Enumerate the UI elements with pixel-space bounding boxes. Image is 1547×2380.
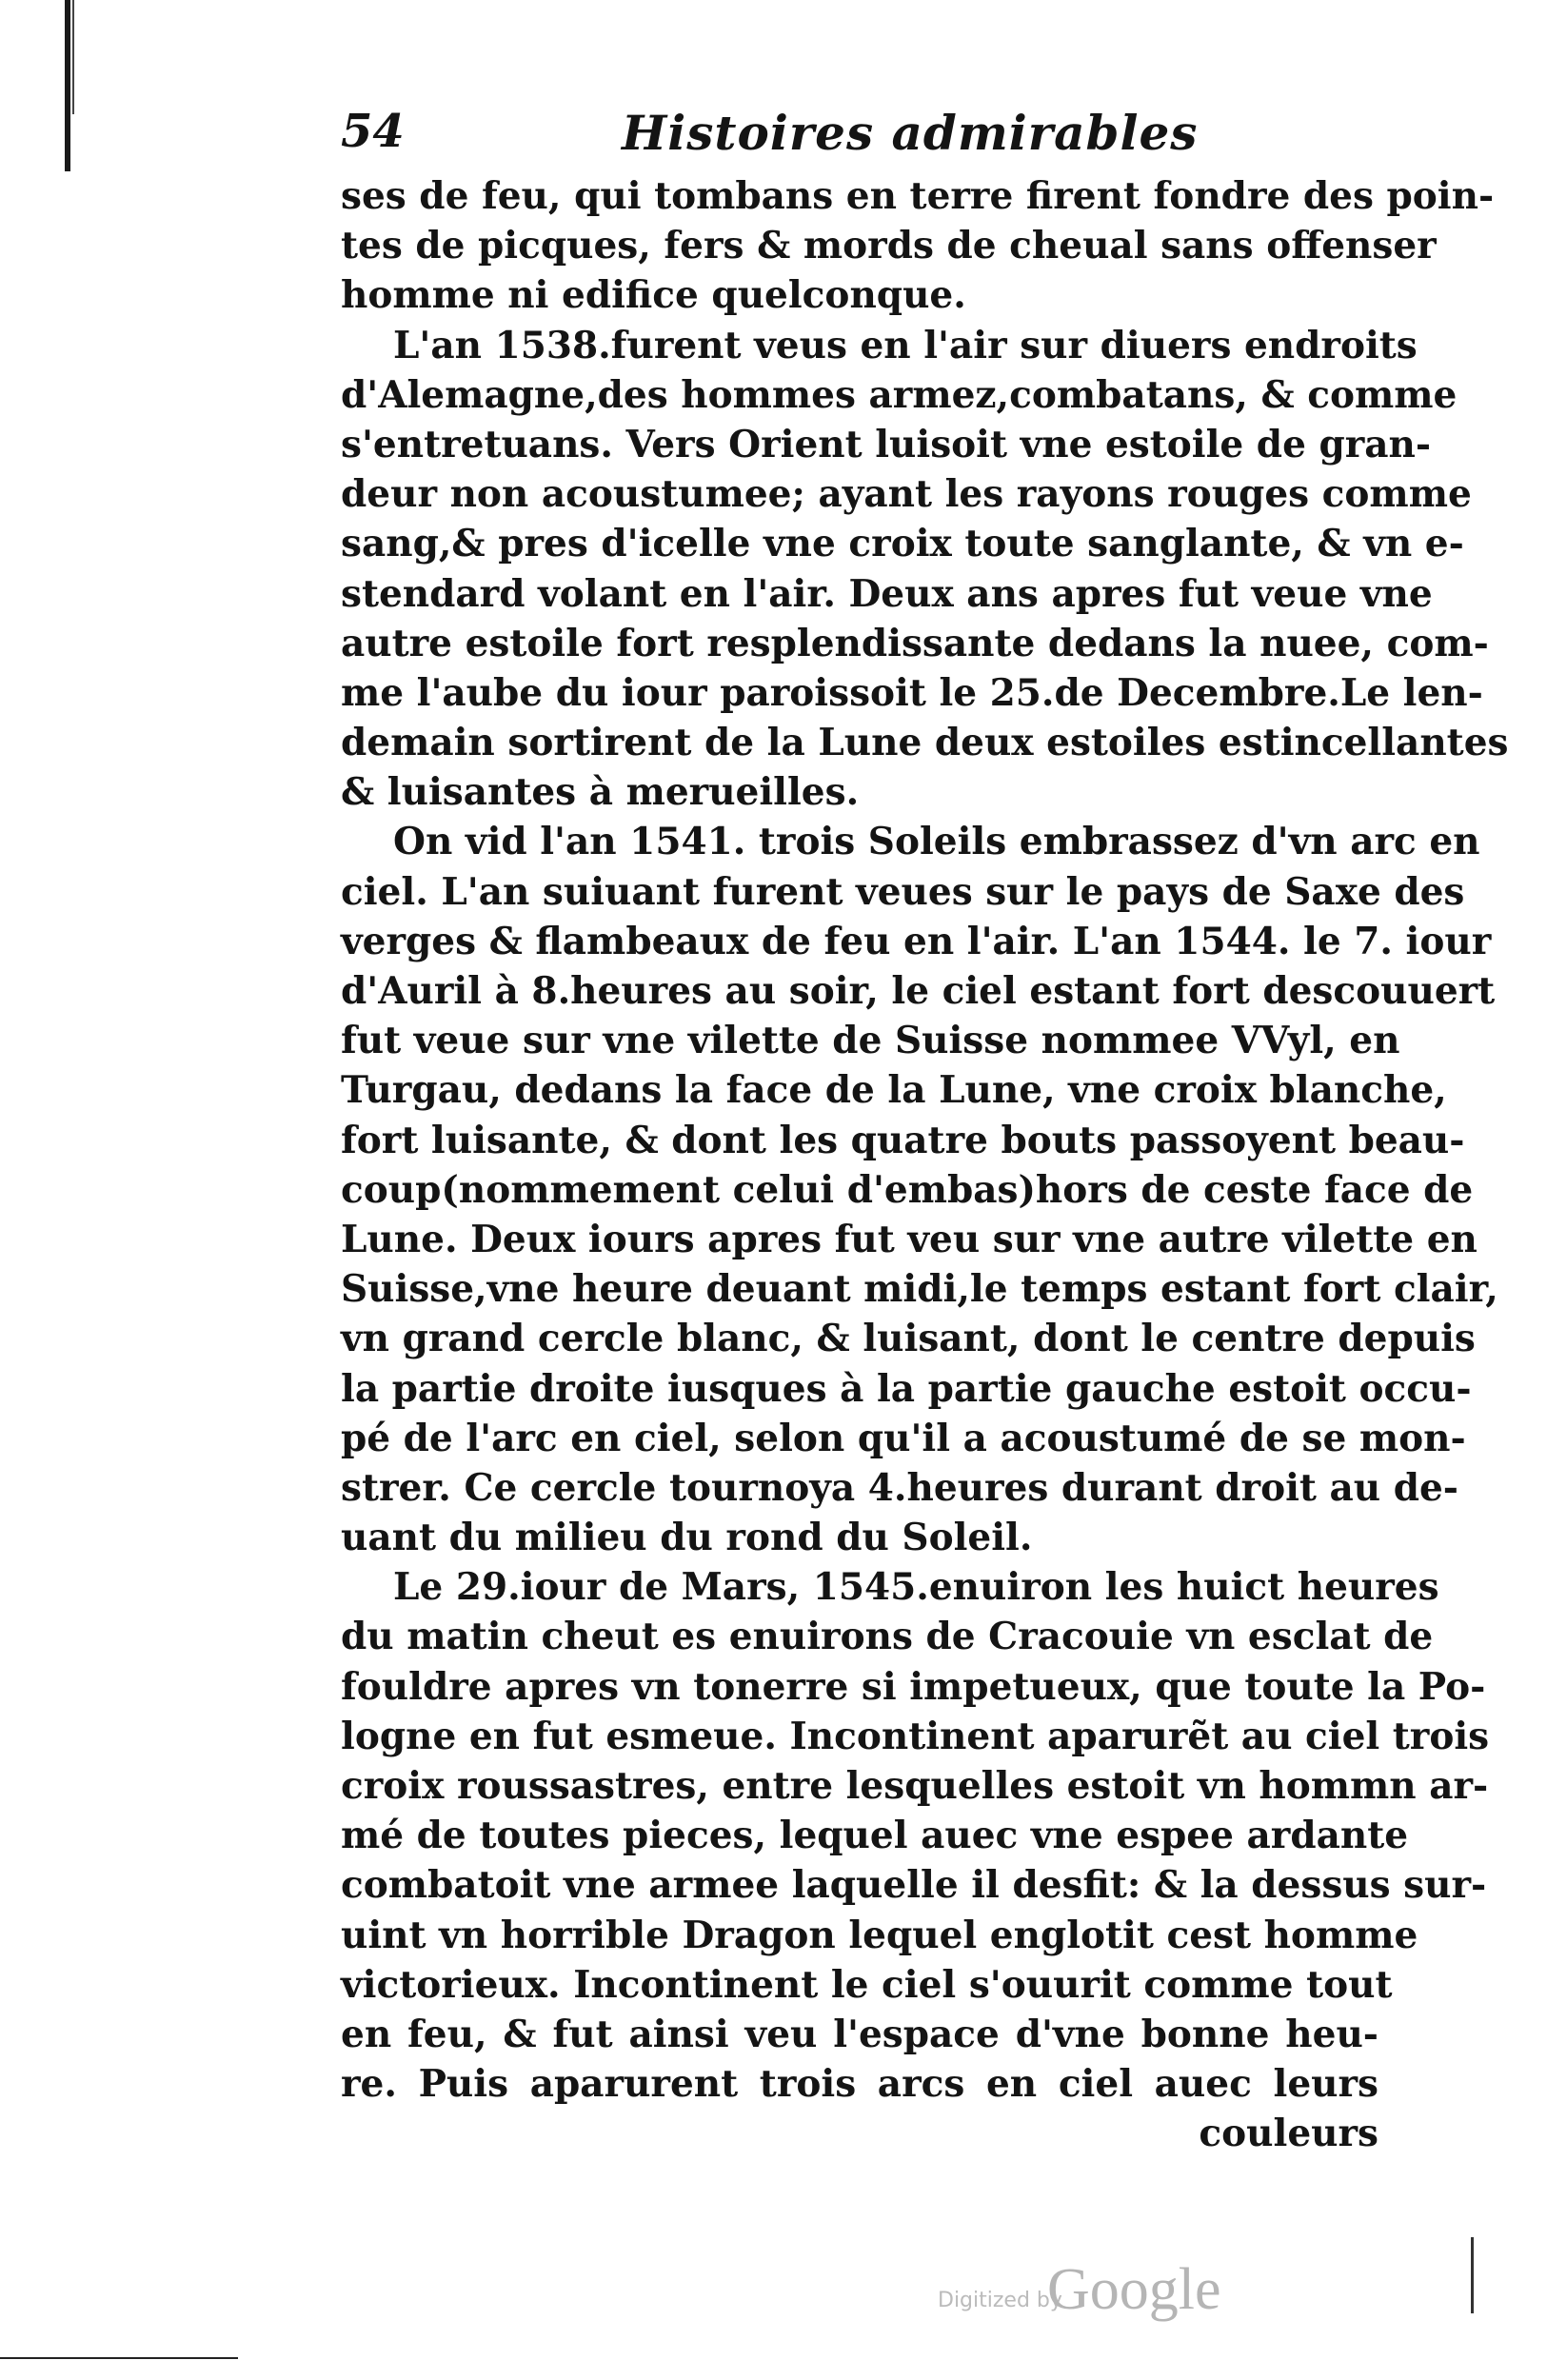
page-header — [341, 105, 1378, 171]
text-line: fouldre apres vn tonerre si impetueux, que toute la Po- — [341, 1664, 1486, 1709]
text-line: uint vn horrible Dragon lequel englotit cest homme — [341, 1913, 1418, 1957]
text-line: L'an 1538.furent veus en l'air sur diuers endroits — [393, 323, 1418, 367]
text-line: On vid l'an 1541. trois Soleils embrassez d'vn arc en — [393, 820, 1480, 864]
text-line: logne en fut esmeue. Incontinent aparurẽt au ciel trois — [341, 1714, 1490, 1758]
text-line: demain sortirent de la Lune deux estoiles estincellantes — [341, 721, 1509, 765]
page-gutter-shadow — [72, 0, 74, 114]
text-line: Lune. Deux iours apres fut veu sur vne autre vilette en — [341, 1217, 1478, 1261]
text-line: mé de toutes pieces, lequel auec vne espee ardante — [341, 1814, 1409, 1858]
text-line: ses de feu, qui tombans en terre firent fondre des poin- — [341, 174, 1495, 218]
text-line: combatoit vne armee laquelle il desfit: & la dessus sur- — [341, 1863, 1487, 1908]
text-line: & luisantes à merueilles. — [341, 770, 860, 815]
text-line: croix roussastres, entre lesquelles estoit vn hommn ar- — [341, 1764, 1489, 1808]
text-line: uant du milieu du rond du Soleil. — [341, 1516, 1033, 1560]
text-line: la partie droite iusques à la partie gauche estoit occu- — [341, 1366, 1472, 1411]
text-line: deur non acoustumee; ayant les rayons rouges comme — [341, 472, 1472, 517]
margin-mark — [1471, 2237, 1474, 2313]
text-line: fort luisante, & dont les quatre bouts passoyent beau- — [341, 1118, 1465, 1162]
page-number: 54 — [341, 105, 405, 158]
text-line: en feu, & fut ainsi veu l'espace d'vne bonne heu- — [341, 2012, 1378, 2056]
text-line: du matin cheut es enuirons de Cracouie vn esclat de — [341, 1615, 1434, 1659]
text-line: Le 29.iour de Mars, 1545.enuiron les huict heures — [393, 1565, 1439, 1610]
text-line: fut veue sur vne vilette de Suisse nommee VVyl, en — [341, 1019, 1400, 1063]
text-line: sang,& pres d'icelle vne croix toute sanglante, & vn e- — [341, 522, 1464, 566]
text-line: d'Auril à 8.heures au soir, le ciel estant fort descouuert — [341, 969, 1496, 1013]
digitization-watermark — [938, 2256, 1338, 2332]
watermark-prefix: Digitized by — [938, 2289, 1062, 2312]
text-line: vn grand cercle blanc, & luisant, dont le centre depuis — [341, 1317, 1476, 1361]
bottom-rule — [0, 2357, 238, 2359]
text-line: verges & flambeaux de feu en l'air. L'an 1544. le 7. iour — [341, 919, 1492, 963]
text-line: couleurs — [1199, 2112, 1378, 2156]
page-gutter-edge — [65, 0, 70, 171]
text-line: coup(nommement celui d'embas)hors de ceste face de — [341, 1167, 1474, 1212]
text-line: victorieux. Incontinent le ciel s'ouurit comme tout — [341, 1962, 1393, 2007]
running-title: Histoires admirables — [622, 105, 1199, 161]
text-line: d'Alemagne,des hommes armez,combatans, & comme — [341, 372, 1458, 417]
text-line: tes de picques, fers & mords de cheual sans offenser — [341, 224, 1437, 268]
watermark-logo: Google — [1047, 2257, 1221, 2322]
text-line: me l'aube du iour paroissoit le 25.de Decembre.Le len- — [341, 670, 1483, 715]
text-line: ciel. L'an suiuant furent veues sur le pays de Saxe des — [341, 869, 1465, 914]
text-line: homme ni edifice quelconque. — [341, 273, 966, 318]
text-line: re. Puis aparurent trois arcs en ciel auec leurs — [341, 2062, 1378, 2107]
text-line: stendard volant en l'air. Deux ans apres fut veue vne — [341, 571, 1433, 616]
text-line: Turgau, dedans la face de la Lune, vne croix blanche, — [341, 1068, 1447, 1113]
text-line: strer. Ce cercle tournoya 4.heures durant droit au de- — [341, 1465, 1458, 1510]
text-line: pé de l'arc en ciel, selon qu'il a acoustumé de se mon- — [341, 1416, 1466, 1460]
text-line: Suisse,vne heure deuant midi,le temps estant fort clair, — [341, 1267, 1498, 1312]
text-line: s'entretuans. Vers Orient luisoit vne estoile de gran- — [341, 422, 1432, 466]
body-text — [341, 171, 1509, 2159]
text-line: autre estoile fort resplendissante dedans la nuee, com- — [341, 621, 1489, 665]
